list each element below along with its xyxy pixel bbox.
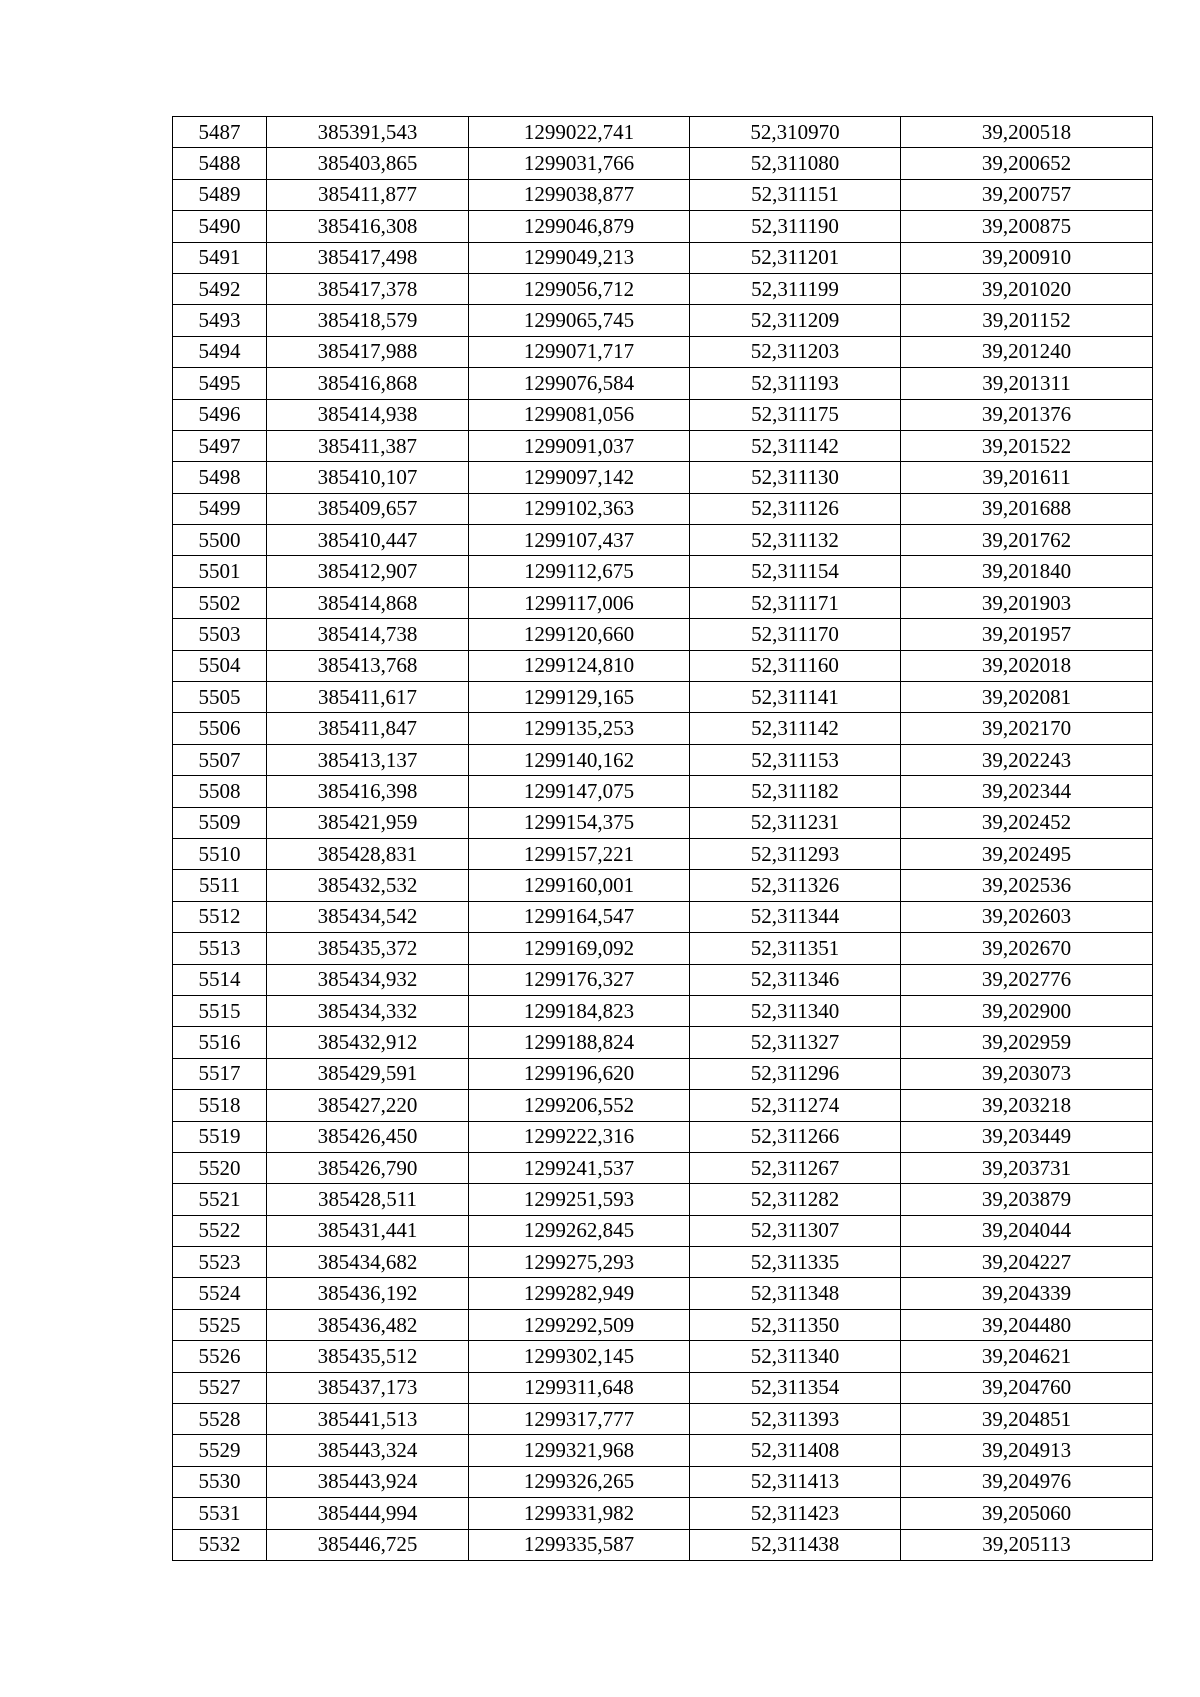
x-coordinate-cell: 385443,324 xyxy=(267,1435,469,1466)
longitude-cell: 39,202776 xyxy=(901,964,1153,995)
y-coordinate-cell: 1299112,675 xyxy=(469,556,690,587)
latitude-cell: 52,311327 xyxy=(690,1027,901,1058)
latitude-cell: 52,311423 xyxy=(690,1498,901,1529)
y-coordinate-cell: 1299065,745 xyxy=(469,305,690,336)
longitude-cell: 39,202452 xyxy=(901,807,1153,838)
longitude-cell: 39,202018 xyxy=(901,650,1153,681)
latitude-cell: 52,311340 xyxy=(690,1341,901,1372)
longitude-cell: 39,201957 xyxy=(901,619,1153,650)
point-number-cell: 5531 xyxy=(173,1498,267,1529)
longitude-cell: 39,203073 xyxy=(901,1058,1153,1089)
table-row xyxy=(173,744,1153,775)
longitude-cell: 39,202900 xyxy=(901,995,1153,1026)
point-number-cell: 5510 xyxy=(173,838,267,869)
point-number-cell: 5491 xyxy=(173,242,267,273)
latitude-cell: 52,311151 xyxy=(690,179,901,210)
x-coordinate-cell: 385446,725 xyxy=(267,1529,469,1560)
table-row xyxy=(173,399,1153,430)
table-row xyxy=(173,1121,1153,1152)
latitude-cell: 52,311354 xyxy=(690,1372,901,1403)
y-coordinate-cell: 1299056,712 xyxy=(469,273,690,304)
point-number-cell: 5532 xyxy=(173,1529,267,1560)
x-coordinate-cell: 385418,579 xyxy=(267,305,469,336)
point-number-cell: 5520 xyxy=(173,1152,267,1183)
table-row xyxy=(173,117,1153,148)
longitude-cell: 39,201020 xyxy=(901,273,1153,304)
latitude-cell: 52,311190 xyxy=(690,211,901,242)
point-number-cell: 5514 xyxy=(173,964,267,995)
table-row xyxy=(173,1404,1153,1435)
y-coordinate-cell: 1299102,363 xyxy=(469,493,690,524)
y-coordinate-cell: 1299164,547 xyxy=(469,901,690,932)
point-number-cell: 5530 xyxy=(173,1466,267,1497)
table-row xyxy=(173,619,1153,650)
latitude-cell: 52,311171 xyxy=(690,587,901,618)
point-number-cell: 5493 xyxy=(173,305,267,336)
point-number-cell: 5497 xyxy=(173,430,267,461)
point-number-cell: 5495 xyxy=(173,368,267,399)
latitude-cell: 52,311199 xyxy=(690,273,901,304)
point-number-cell: 5529 xyxy=(173,1435,267,1466)
point-number-cell: 5508 xyxy=(173,776,267,807)
point-number-cell: 5490 xyxy=(173,211,267,242)
table-row xyxy=(173,1341,1153,1372)
longitude-cell: 39,201688 xyxy=(901,493,1153,524)
longitude-cell: 39,201376 xyxy=(901,399,1153,430)
y-coordinate-cell: 1299117,006 xyxy=(469,587,690,618)
table-row xyxy=(173,587,1153,618)
longitude-cell: 39,200910 xyxy=(901,242,1153,273)
table-row xyxy=(173,838,1153,869)
latitude-cell: 52,311153 xyxy=(690,744,901,775)
latitude-cell: 52,311282 xyxy=(690,1184,901,1215)
longitude-cell: 39,204976 xyxy=(901,1466,1153,1497)
latitude-cell: 52,311438 xyxy=(690,1529,901,1560)
table-row xyxy=(173,1309,1153,1340)
x-coordinate-cell: 385432,912 xyxy=(267,1027,469,1058)
table-row xyxy=(173,179,1153,210)
y-coordinate-cell: 1299022,741 xyxy=(469,117,690,148)
table-body xyxy=(173,117,1153,1561)
longitude-cell: 39,202959 xyxy=(901,1027,1153,1058)
longitude-cell: 39,201522 xyxy=(901,430,1153,461)
table-row xyxy=(173,1027,1153,1058)
point-number-cell: 5517 xyxy=(173,1058,267,1089)
x-coordinate-cell: 385414,738 xyxy=(267,619,469,650)
y-coordinate-cell: 1299222,316 xyxy=(469,1121,690,1152)
point-number-cell: 5502 xyxy=(173,587,267,618)
longitude-cell: 39,202081 xyxy=(901,682,1153,713)
y-coordinate-cell: 1299262,845 xyxy=(469,1215,690,1246)
latitude-cell: 52,311203 xyxy=(690,336,901,367)
point-number-cell: 5498 xyxy=(173,462,267,493)
latitude-cell: 52,311141 xyxy=(690,682,901,713)
x-coordinate-cell: 385434,542 xyxy=(267,901,469,932)
point-number-cell: 5506 xyxy=(173,713,267,744)
table-row xyxy=(173,964,1153,995)
latitude-cell: 52,311231 xyxy=(690,807,901,838)
x-coordinate-cell: 385431,441 xyxy=(267,1215,469,1246)
y-coordinate-cell: 1299169,092 xyxy=(469,933,690,964)
latitude-cell: 52,311326 xyxy=(690,870,901,901)
longitude-cell: 39,202603 xyxy=(901,901,1153,932)
table-row xyxy=(173,242,1153,273)
y-coordinate-cell: 1299317,777 xyxy=(469,1404,690,1435)
x-coordinate-cell: 385403,865 xyxy=(267,148,469,179)
latitude-cell: 52,310970 xyxy=(690,117,901,148)
table-row xyxy=(173,1435,1153,1466)
point-number-cell: 5512 xyxy=(173,901,267,932)
x-coordinate-cell: 385435,372 xyxy=(267,933,469,964)
x-coordinate-cell: 385427,220 xyxy=(267,1090,469,1121)
latitude-cell: 52,311142 xyxy=(690,430,901,461)
latitude-cell: 52,311175 xyxy=(690,399,901,430)
latitude-cell: 52,311209 xyxy=(690,305,901,336)
latitude-cell: 52,311393 xyxy=(690,1404,901,1435)
y-coordinate-cell: 1299091,037 xyxy=(469,430,690,461)
y-coordinate-cell: 1299311,648 xyxy=(469,1372,690,1403)
x-coordinate-cell: 385435,512 xyxy=(267,1341,469,1372)
x-coordinate-cell: 385426,790 xyxy=(267,1152,469,1183)
point-number-cell: 5503 xyxy=(173,619,267,650)
x-coordinate-cell: 385417,498 xyxy=(267,242,469,273)
longitude-cell: 39,203218 xyxy=(901,1090,1153,1121)
longitude-cell: 39,201903 xyxy=(901,587,1153,618)
table-row xyxy=(173,807,1153,838)
longitude-cell: 39,201762 xyxy=(901,525,1153,556)
table-row xyxy=(173,933,1153,964)
longitude-cell: 39,201840 xyxy=(901,556,1153,587)
y-coordinate-cell: 1299282,949 xyxy=(469,1278,690,1309)
point-number-cell: 5511 xyxy=(173,870,267,901)
point-number-cell: 5507 xyxy=(173,744,267,775)
x-coordinate-cell: 385409,657 xyxy=(267,493,469,524)
point-number-cell: 5519 xyxy=(173,1121,267,1152)
longitude-cell: 39,203449 xyxy=(901,1121,1153,1152)
x-coordinate-cell: 385413,768 xyxy=(267,650,469,681)
table-row xyxy=(173,273,1153,304)
point-number-cell: 5499 xyxy=(173,493,267,524)
y-coordinate-cell: 1299107,437 xyxy=(469,525,690,556)
y-coordinate-cell: 1299097,142 xyxy=(469,462,690,493)
y-coordinate-cell: 1299049,213 xyxy=(469,242,690,273)
x-coordinate-cell: 385391,543 xyxy=(267,117,469,148)
point-number-cell: 5518 xyxy=(173,1090,267,1121)
longitude-cell: 39,202536 xyxy=(901,870,1153,901)
longitude-cell: 39,201311 xyxy=(901,368,1153,399)
x-coordinate-cell: 385436,192 xyxy=(267,1278,469,1309)
latitude-cell: 52,311344 xyxy=(690,901,901,932)
latitude-cell: 52,311182 xyxy=(690,776,901,807)
table-row xyxy=(173,1184,1153,1215)
latitude-cell: 52,311296 xyxy=(690,1058,901,1089)
x-coordinate-cell: 385443,924 xyxy=(267,1466,469,1497)
longitude-cell: 39,204621 xyxy=(901,1341,1153,1372)
y-coordinate-cell: 1299292,509 xyxy=(469,1309,690,1340)
x-coordinate-cell: 385437,173 xyxy=(267,1372,469,1403)
y-coordinate-cell: 1299196,620 xyxy=(469,1058,690,1089)
y-coordinate-cell: 1299321,968 xyxy=(469,1435,690,1466)
longitude-cell: 39,204913 xyxy=(901,1435,1153,1466)
latitude-cell: 52,311126 xyxy=(690,493,901,524)
point-number-cell: 5504 xyxy=(173,650,267,681)
latitude-cell: 52,311266 xyxy=(690,1121,901,1152)
latitude-cell: 52,311130 xyxy=(690,462,901,493)
x-coordinate-cell: 385432,532 xyxy=(267,870,469,901)
point-number-cell: 5525 xyxy=(173,1309,267,1340)
y-coordinate-cell: 1299129,165 xyxy=(469,682,690,713)
y-coordinate-cell: 1299124,810 xyxy=(469,650,690,681)
y-coordinate-cell: 1299081,056 xyxy=(469,399,690,430)
longitude-cell: 39,204851 xyxy=(901,1404,1153,1435)
table-row xyxy=(173,556,1153,587)
longitude-cell: 39,204339 xyxy=(901,1278,1153,1309)
latitude-cell: 52,311142 xyxy=(690,713,901,744)
table-row xyxy=(173,148,1153,179)
longitude-cell: 39,205060 xyxy=(901,1498,1153,1529)
longitude-cell: 39,204044 xyxy=(901,1215,1153,1246)
longitude-cell: 39,201240 xyxy=(901,336,1153,367)
x-coordinate-cell: 385428,831 xyxy=(267,838,469,869)
point-number-cell: 5524 xyxy=(173,1278,267,1309)
point-number-cell: 5523 xyxy=(173,1247,267,1278)
longitude-cell: 39,200875 xyxy=(901,211,1153,242)
x-coordinate-cell: 385434,932 xyxy=(267,964,469,995)
x-coordinate-cell: 385410,447 xyxy=(267,525,469,556)
table-row xyxy=(173,211,1153,242)
x-coordinate-cell: 385429,591 xyxy=(267,1058,469,1089)
table-row xyxy=(173,713,1153,744)
x-coordinate-cell: 385411,877 xyxy=(267,179,469,210)
x-coordinate-cell: 385410,107 xyxy=(267,462,469,493)
table-row xyxy=(173,1152,1153,1183)
y-coordinate-cell: 1299206,552 xyxy=(469,1090,690,1121)
latitude-cell: 52,311413 xyxy=(690,1466,901,1497)
table-row xyxy=(173,1058,1153,1089)
longitude-cell: 39,201152 xyxy=(901,305,1153,336)
x-coordinate-cell: 385426,450 xyxy=(267,1121,469,1152)
x-coordinate-cell: 385441,513 xyxy=(267,1404,469,1435)
latitude-cell: 52,311154 xyxy=(690,556,901,587)
latitude-cell: 52,311080 xyxy=(690,148,901,179)
point-number-cell: 5492 xyxy=(173,273,267,304)
point-number-cell: 5527 xyxy=(173,1372,267,1403)
x-coordinate-cell: 385411,847 xyxy=(267,713,469,744)
point-number-cell: 5496 xyxy=(173,399,267,430)
latitude-cell: 52,311293 xyxy=(690,838,901,869)
x-coordinate-cell: 385411,387 xyxy=(267,430,469,461)
longitude-cell: 39,201611 xyxy=(901,462,1153,493)
table-row xyxy=(173,776,1153,807)
point-number-cell: 5494 xyxy=(173,336,267,367)
longitude-cell: 39,202495 xyxy=(901,838,1153,869)
y-coordinate-cell: 1299147,075 xyxy=(469,776,690,807)
y-coordinate-cell: 1299140,162 xyxy=(469,744,690,775)
point-number-cell: 5488 xyxy=(173,148,267,179)
y-coordinate-cell: 1299331,982 xyxy=(469,1498,690,1529)
x-coordinate-cell: 385411,617 xyxy=(267,682,469,713)
longitude-cell: 39,204227 xyxy=(901,1247,1153,1278)
y-coordinate-cell: 1299251,593 xyxy=(469,1184,690,1215)
point-number-cell: 5522 xyxy=(173,1215,267,1246)
table-row xyxy=(173,1247,1153,1278)
longitude-cell: 39,200518 xyxy=(901,117,1153,148)
latitude-cell: 52,311348 xyxy=(690,1278,901,1309)
longitude-cell: 39,204760 xyxy=(901,1372,1153,1403)
table-row xyxy=(173,336,1153,367)
x-coordinate-cell: 385416,308 xyxy=(267,211,469,242)
longitude-cell: 39,200757 xyxy=(901,179,1153,210)
point-number-cell: 5526 xyxy=(173,1341,267,1372)
table-row xyxy=(173,462,1153,493)
coordinates-table xyxy=(172,116,1153,1561)
x-coordinate-cell: 385416,868 xyxy=(267,368,469,399)
table-row xyxy=(173,1372,1153,1403)
longitude-cell: 39,202344 xyxy=(901,776,1153,807)
table-row xyxy=(173,1498,1153,1529)
point-number-cell: 5505 xyxy=(173,682,267,713)
table-row xyxy=(173,870,1153,901)
x-coordinate-cell: 385436,482 xyxy=(267,1309,469,1340)
x-coordinate-cell: 385421,959 xyxy=(267,807,469,838)
latitude-cell: 52,311132 xyxy=(690,525,901,556)
x-coordinate-cell: 385434,682 xyxy=(267,1247,469,1278)
point-number-cell: 5515 xyxy=(173,995,267,1026)
table-row xyxy=(173,525,1153,556)
x-coordinate-cell: 385417,378 xyxy=(267,273,469,304)
y-coordinate-cell: 1299184,823 xyxy=(469,995,690,1026)
latitude-cell: 52,311201 xyxy=(690,242,901,273)
longitude-cell: 39,200652 xyxy=(901,148,1153,179)
x-coordinate-cell: 385414,938 xyxy=(267,399,469,430)
latitude-cell: 52,311307 xyxy=(690,1215,901,1246)
longitude-cell: 39,203731 xyxy=(901,1152,1153,1183)
longitude-cell: 39,202170 xyxy=(901,713,1153,744)
y-coordinate-cell: 1299160,001 xyxy=(469,870,690,901)
y-coordinate-cell: 1299157,221 xyxy=(469,838,690,869)
point-number-cell: 5487 xyxy=(173,117,267,148)
x-coordinate-cell: 385412,907 xyxy=(267,556,469,587)
table-row xyxy=(173,305,1153,336)
y-coordinate-cell: 1299335,587 xyxy=(469,1529,690,1560)
latitude-cell: 52,311351 xyxy=(690,933,901,964)
table-row xyxy=(173,430,1153,461)
x-coordinate-cell: 385413,137 xyxy=(267,744,469,775)
y-coordinate-cell: 1299046,879 xyxy=(469,211,690,242)
table-row xyxy=(173,493,1153,524)
y-coordinate-cell: 1299154,375 xyxy=(469,807,690,838)
x-coordinate-cell: 385444,994 xyxy=(267,1498,469,1529)
latitude-cell: 52,311193 xyxy=(690,368,901,399)
y-coordinate-cell: 1299135,253 xyxy=(469,713,690,744)
x-coordinate-cell: 385428,511 xyxy=(267,1184,469,1215)
table-row xyxy=(173,682,1153,713)
latitude-cell: 52,311170 xyxy=(690,619,901,650)
latitude-cell: 52,311340 xyxy=(690,995,901,1026)
point-number-cell: 5521 xyxy=(173,1184,267,1215)
longitude-cell: 39,204480 xyxy=(901,1309,1153,1340)
table-row xyxy=(173,650,1153,681)
longitude-cell: 39,203879 xyxy=(901,1184,1153,1215)
y-coordinate-cell: 1299120,660 xyxy=(469,619,690,650)
x-coordinate-cell: 385417,988 xyxy=(267,336,469,367)
point-number-cell: 5509 xyxy=(173,807,267,838)
y-coordinate-cell: 1299275,293 xyxy=(469,1247,690,1278)
point-number-cell: 5501 xyxy=(173,556,267,587)
point-number-cell: 5528 xyxy=(173,1404,267,1435)
latitude-cell: 52,311408 xyxy=(690,1435,901,1466)
table-row xyxy=(173,1466,1153,1497)
longitude-cell: 39,202670 xyxy=(901,933,1153,964)
table-row xyxy=(173,901,1153,932)
y-coordinate-cell: 1299038,877 xyxy=(469,179,690,210)
point-number-cell: 5513 xyxy=(173,933,267,964)
longitude-cell: 39,202243 xyxy=(901,744,1153,775)
y-coordinate-cell: 1299188,824 xyxy=(469,1027,690,1058)
latitude-cell: 52,311267 xyxy=(690,1152,901,1183)
table-row xyxy=(173,995,1153,1026)
table-row xyxy=(173,1215,1153,1246)
longitude-cell: 39,205113 xyxy=(901,1529,1153,1560)
point-number-cell: 5516 xyxy=(173,1027,267,1058)
latitude-cell: 52,311335 xyxy=(690,1247,901,1278)
x-coordinate-cell: 385434,332 xyxy=(267,995,469,1026)
table-row xyxy=(173,1278,1153,1309)
point-number-cell: 5500 xyxy=(173,525,267,556)
point-number-cell: 5489 xyxy=(173,179,267,210)
table-row xyxy=(173,1090,1153,1121)
y-coordinate-cell: 1299326,265 xyxy=(469,1466,690,1497)
y-coordinate-cell: 1299071,717 xyxy=(469,336,690,367)
table-row xyxy=(173,1529,1153,1560)
latitude-cell: 52,311350 xyxy=(690,1309,901,1340)
y-coordinate-cell: 1299302,145 xyxy=(469,1341,690,1372)
table-row xyxy=(173,368,1153,399)
x-coordinate-cell: 385416,398 xyxy=(267,776,469,807)
y-coordinate-cell: 1299076,584 xyxy=(469,368,690,399)
x-coordinate-cell: 385414,868 xyxy=(267,587,469,618)
latitude-cell: 52,311346 xyxy=(690,964,901,995)
latitude-cell: 52,311160 xyxy=(690,650,901,681)
y-coordinate-cell: 1299031,766 xyxy=(469,148,690,179)
latitude-cell: 52,311274 xyxy=(690,1090,901,1121)
y-coordinate-cell: 1299176,327 xyxy=(469,964,690,995)
y-coordinate-cell: 1299241,537 xyxy=(469,1152,690,1183)
